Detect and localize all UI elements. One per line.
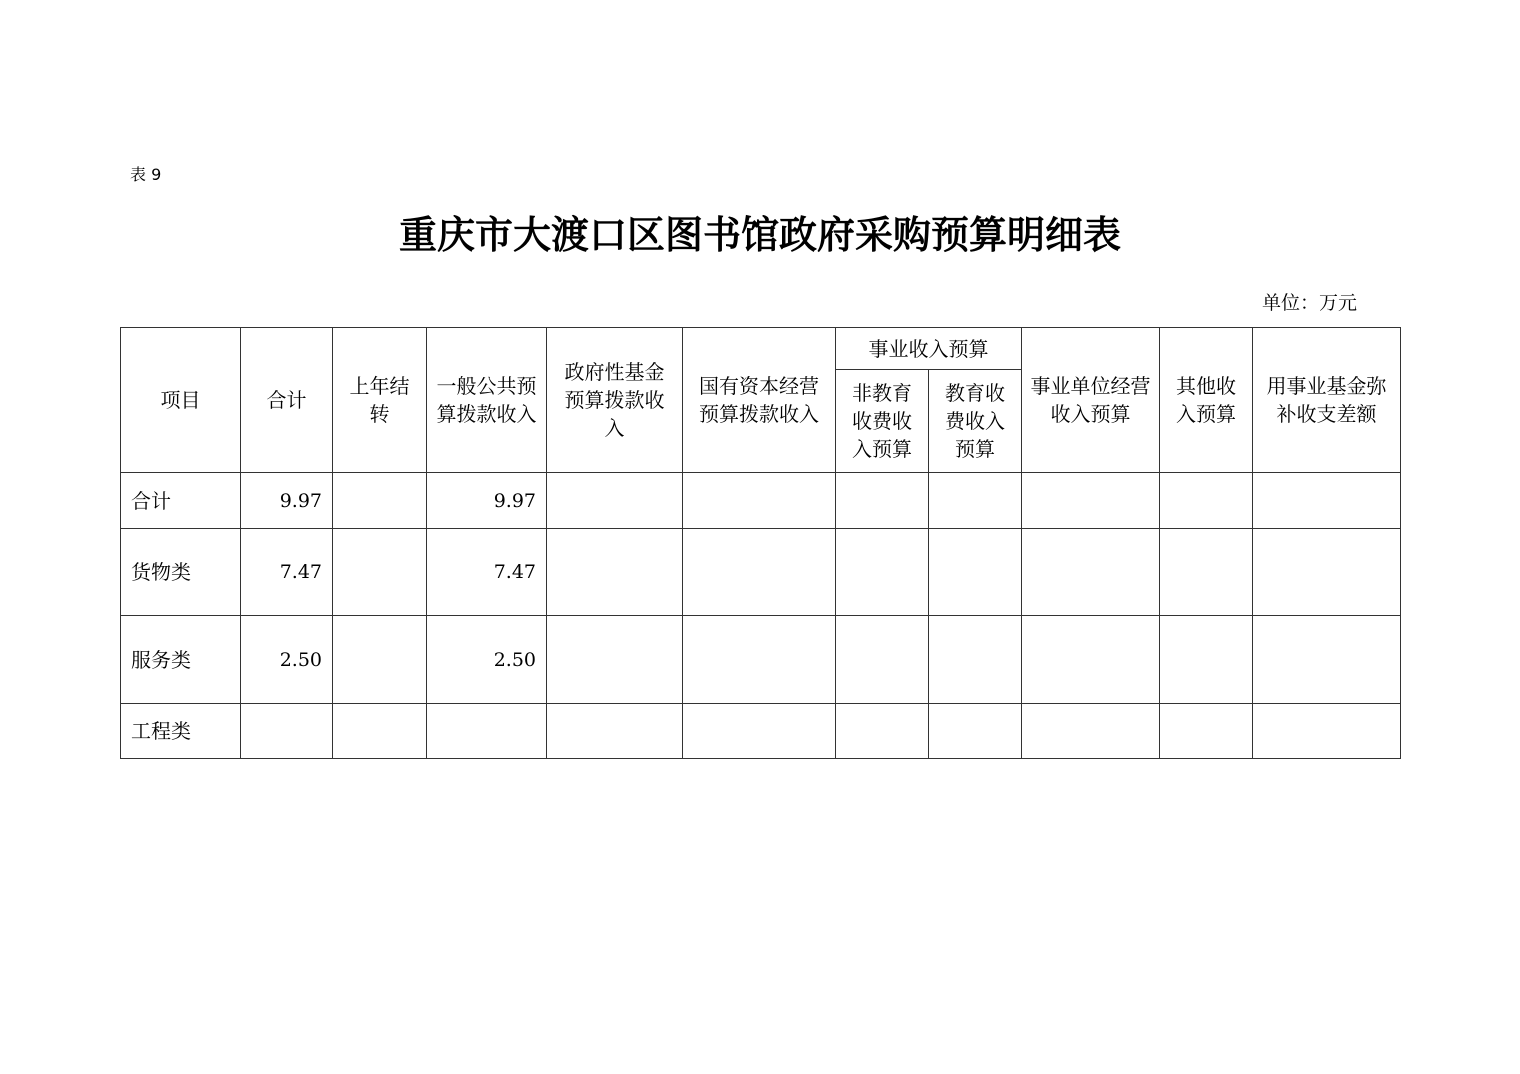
cell-state-capital <box>683 616 836 704</box>
header-edu-fee: 教育收费收入预算 <box>929 370 1022 473</box>
cell-edu-fee <box>929 616 1022 704</box>
cell-fund-offset <box>1253 616 1401 704</box>
cell-edu-fee <box>929 529 1022 616</box>
header-gov-fund: 政府性基金预算拨款收入 <box>547 328 683 473</box>
cell-non-edu-fee <box>836 529 929 616</box>
cell-non-edu-fee <box>836 704 929 759</box>
cell-operating-income <box>1022 473 1160 529</box>
cell-general-public: 9.97 <box>427 473 547 529</box>
cell-total <box>241 704 333 759</box>
table-row <box>121 473 1401 529</box>
cell-operating-income <box>1022 616 1160 704</box>
cell-non-edu-fee <box>836 616 929 704</box>
header-business-income-group: 事业收入预算 <box>836 328 1022 370</box>
header-non-edu-fee: 非教育收费收入预算 <box>836 370 929 473</box>
cell-state-capital <box>683 704 836 759</box>
header-fund-offset: 用事业基金弥补收支差额 <box>1253 328 1401 473</box>
cell-other-income <box>1160 473 1253 529</box>
cell-fund-offset <box>1253 529 1401 616</box>
cell-fund-offset <box>1253 704 1401 759</box>
cell-state-capital <box>683 529 836 616</box>
cell-fund-offset <box>1253 473 1401 529</box>
table-row <box>121 616 1401 704</box>
cell-other-income <box>1160 704 1253 759</box>
budget-table <box>120 327 1401 759</box>
cell-edu-fee <box>929 473 1022 529</box>
header-item: 项目 <box>121 328 241 473</box>
header-operating-income: 事业单位经营收入预算 <box>1022 328 1160 473</box>
row-item: 服务类 <box>121 616 241 704</box>
cell-operating-income <box>1022 529 1160 616</box>
cell-carryover <box>333 473 427 529</box>
header-state-capital: 国有资本经营预算拨款收入 <box>683 328 836 473</box>
cell-gov-fund <box>547 704 683 759</box>
row-item: 工程类 <box>121 704 241 759</box>
cell-total: 2.50 <box>241 616 333 704</box>
row-item: 合计 <box>121 473 241 529</box>
cell-gov-fund <box>547 529 683 616</box>
cell-carryover <box>333 704 427 759</box>
cell-total: 7.47 <box>241 529 333 616</box>
header-general-public: 一般公共预算拨款收入 <box>427 328 547 473</box>
cell-edu-fee <box>929 704 1022 759</box>
cell-gov-fund <box>547 473 683 529</box>
cell-general-public <box>427 704 547 759</box>
cell-operating-income <box>1022 704 1160 759</box>
header-total: 合计 <box>241 328 333 473</box>
header-carryover: 上年结转 <box>333 328 427 473</box>
cell-general-public: 7.47 <box>427 529 547 616</box>
cell-non-edu-fee <box>836 473 929 529</box>
cell-general-public: 2.50 <box>427 616 547 704</box>
cell-other-income <box>1160 616 1253 704</box>
row-item: 货物类 <box>121 529 241 616</box>
cell-carryover <box>333 529 427 616</box>
cell-carryover <box>333 616 427 704</box>
cell-other-income <box>1160 529 1253 616</box>
header-other-income: 其他收入预算 <box>1160 328 1253 473</box>
cell-gov-fund <box>547 616 683 704</box>
table-row <box>121 529 1401 616</box>
cell-total: 9.97 <box>241 473 333 529</box>
unit-label: 单位：万元 <box>1262 292 1358 314</box>
table-row <box>121 704 1401 759</box>
table-number-label: 表 9 <box>130 165 162 184</box>
page-title: 重庆市大渡口区图书馆政府采购预算明细表 <box>398 213 1121 257</box>
cell-state-capital <box>683 473 836 529</box>
